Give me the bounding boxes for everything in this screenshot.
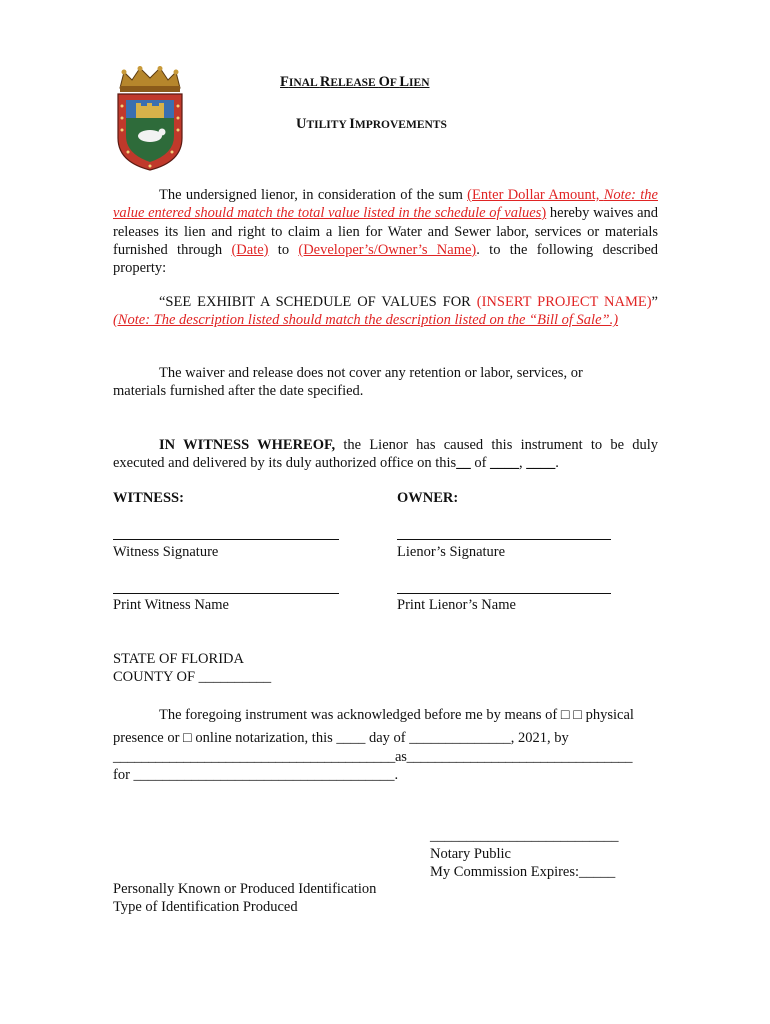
identification-line-1: Personally Known or Produced Identification <box>113 881 377 897</box>
document-title: FINAL RELEASE OF LIEN <box>280 74 430 90</box>
witness-name-line[interactable] <box>113 593 339 594</box>
day-blank[interactable]: __ <box>456 455 471 472</box>
waiver-line-1: The waiver and release does not cover any retention or labor, services, or <box>159 365 583 381</box>
witness-heading: WITNESS: <box>113 490 184 506</box>
ack-line-2: presence or □ online notarization, this ____ day of ______________, 2021, by <box>113 730 569 746</box>
lienor-name-line[interactable] <box>397 593 611 594</box>
month-blank[interactable]: ____ <box>490 455 520 472</box>
identification-line-2: Type of Identification Produced <box>113 899 298 915</box>
coat-of-arms-seal <box>112 66 188 176</box>
notary-signature-line[interactable]: __________________________ <box>430 828 619 844</box>
ack-line-3: ________________________________________as________________________________ <box>113 749 633 765</box>
intro-paragraph: The undersigned lienor, in consideration of the sum (Enter Dollar Amount, Note: the value entered should match the total value listed in the schedule of values) hereby waives and releases its lien and right to claim a lien for Water and Sewer labor, services or materials furnished through (Date) to (Developer’s/Owner’s Name). to the following described property: <box>113 187 659 277</box>
exhibit-paragraph: “SEE EXHIBIT A SCHEDULE OF VALUES FOR (INSERT PROJECT NAME)” (Note: The description listed should match the description listed on the “Bill of Sale”.) <box>113 294 658 329</box>
ack-line-1: The foregoing instrument was acknowledged before me by means of □ □ physical <box>159 707 634 723</box>
waiver-line-2: materials furnished after the date specified. <box>113 383 364 399</box>
date-field[interactable]: (Date) <box>231 241 269 258</box>
commission-expires: My Commission Expires:_____ <box>430 864 616 880</box>
owner-name-field[interactable]: (Developer’s/Owner’s Name) <box>298 241 477 258</box>
witness-name-label: Print Witness Name <box>113 597 229 613</box>
notary-public-label: Notary Public <box>430 846 511 862</box>
state-line: STATE OF FLORIDA <box>113 651 244 667</box>
witness-signature-label: Witness Signature <box>113 544 219 560</box>
witness-clause: IN WITNESS WHEREOF, the Lienor has caused this instrument to be duly executed and delivered by its duly authorized office on this__ of ____, ____. <box>113 437 659 472</box>
document-subtitle: UTILITY IMPROVEMENTS <box>296 116 447 132</box>
lienor-signature-line[interactable] <box>397 539 611 540</box>
owner-heading: OWNER: <box>397 490 459 506</box>
ack-line-4: for ____________________________________. <box>113 767 399 783</box>
exhibit-note: (Note: The description listed should match the description listed on the “Bill of Sale”.) <box>113 312 619 329</box>
county-line: COUNTY OF __________ <box>113 669 272 685</box>
project-name-field[interactable]: (INSERT PROJECT NAME) <box>476 294 652 310</box>
year-blank[interactable]: ____ <box>526 455 556 472</box>
amount-field[interactable]: (Enter Dollar Amount, Note: the value entered should match the total value listed in the schedule of values) <box>113 187 658 222</box>
witness-signature-line[interactable] <box>113 539 339 540</box>
lienor-signature-label: Lienor’s Signature <box>397 544 506 560</box>
lienor-name-label: Print Lienor’s Name <box>397 597 516 613</box>
